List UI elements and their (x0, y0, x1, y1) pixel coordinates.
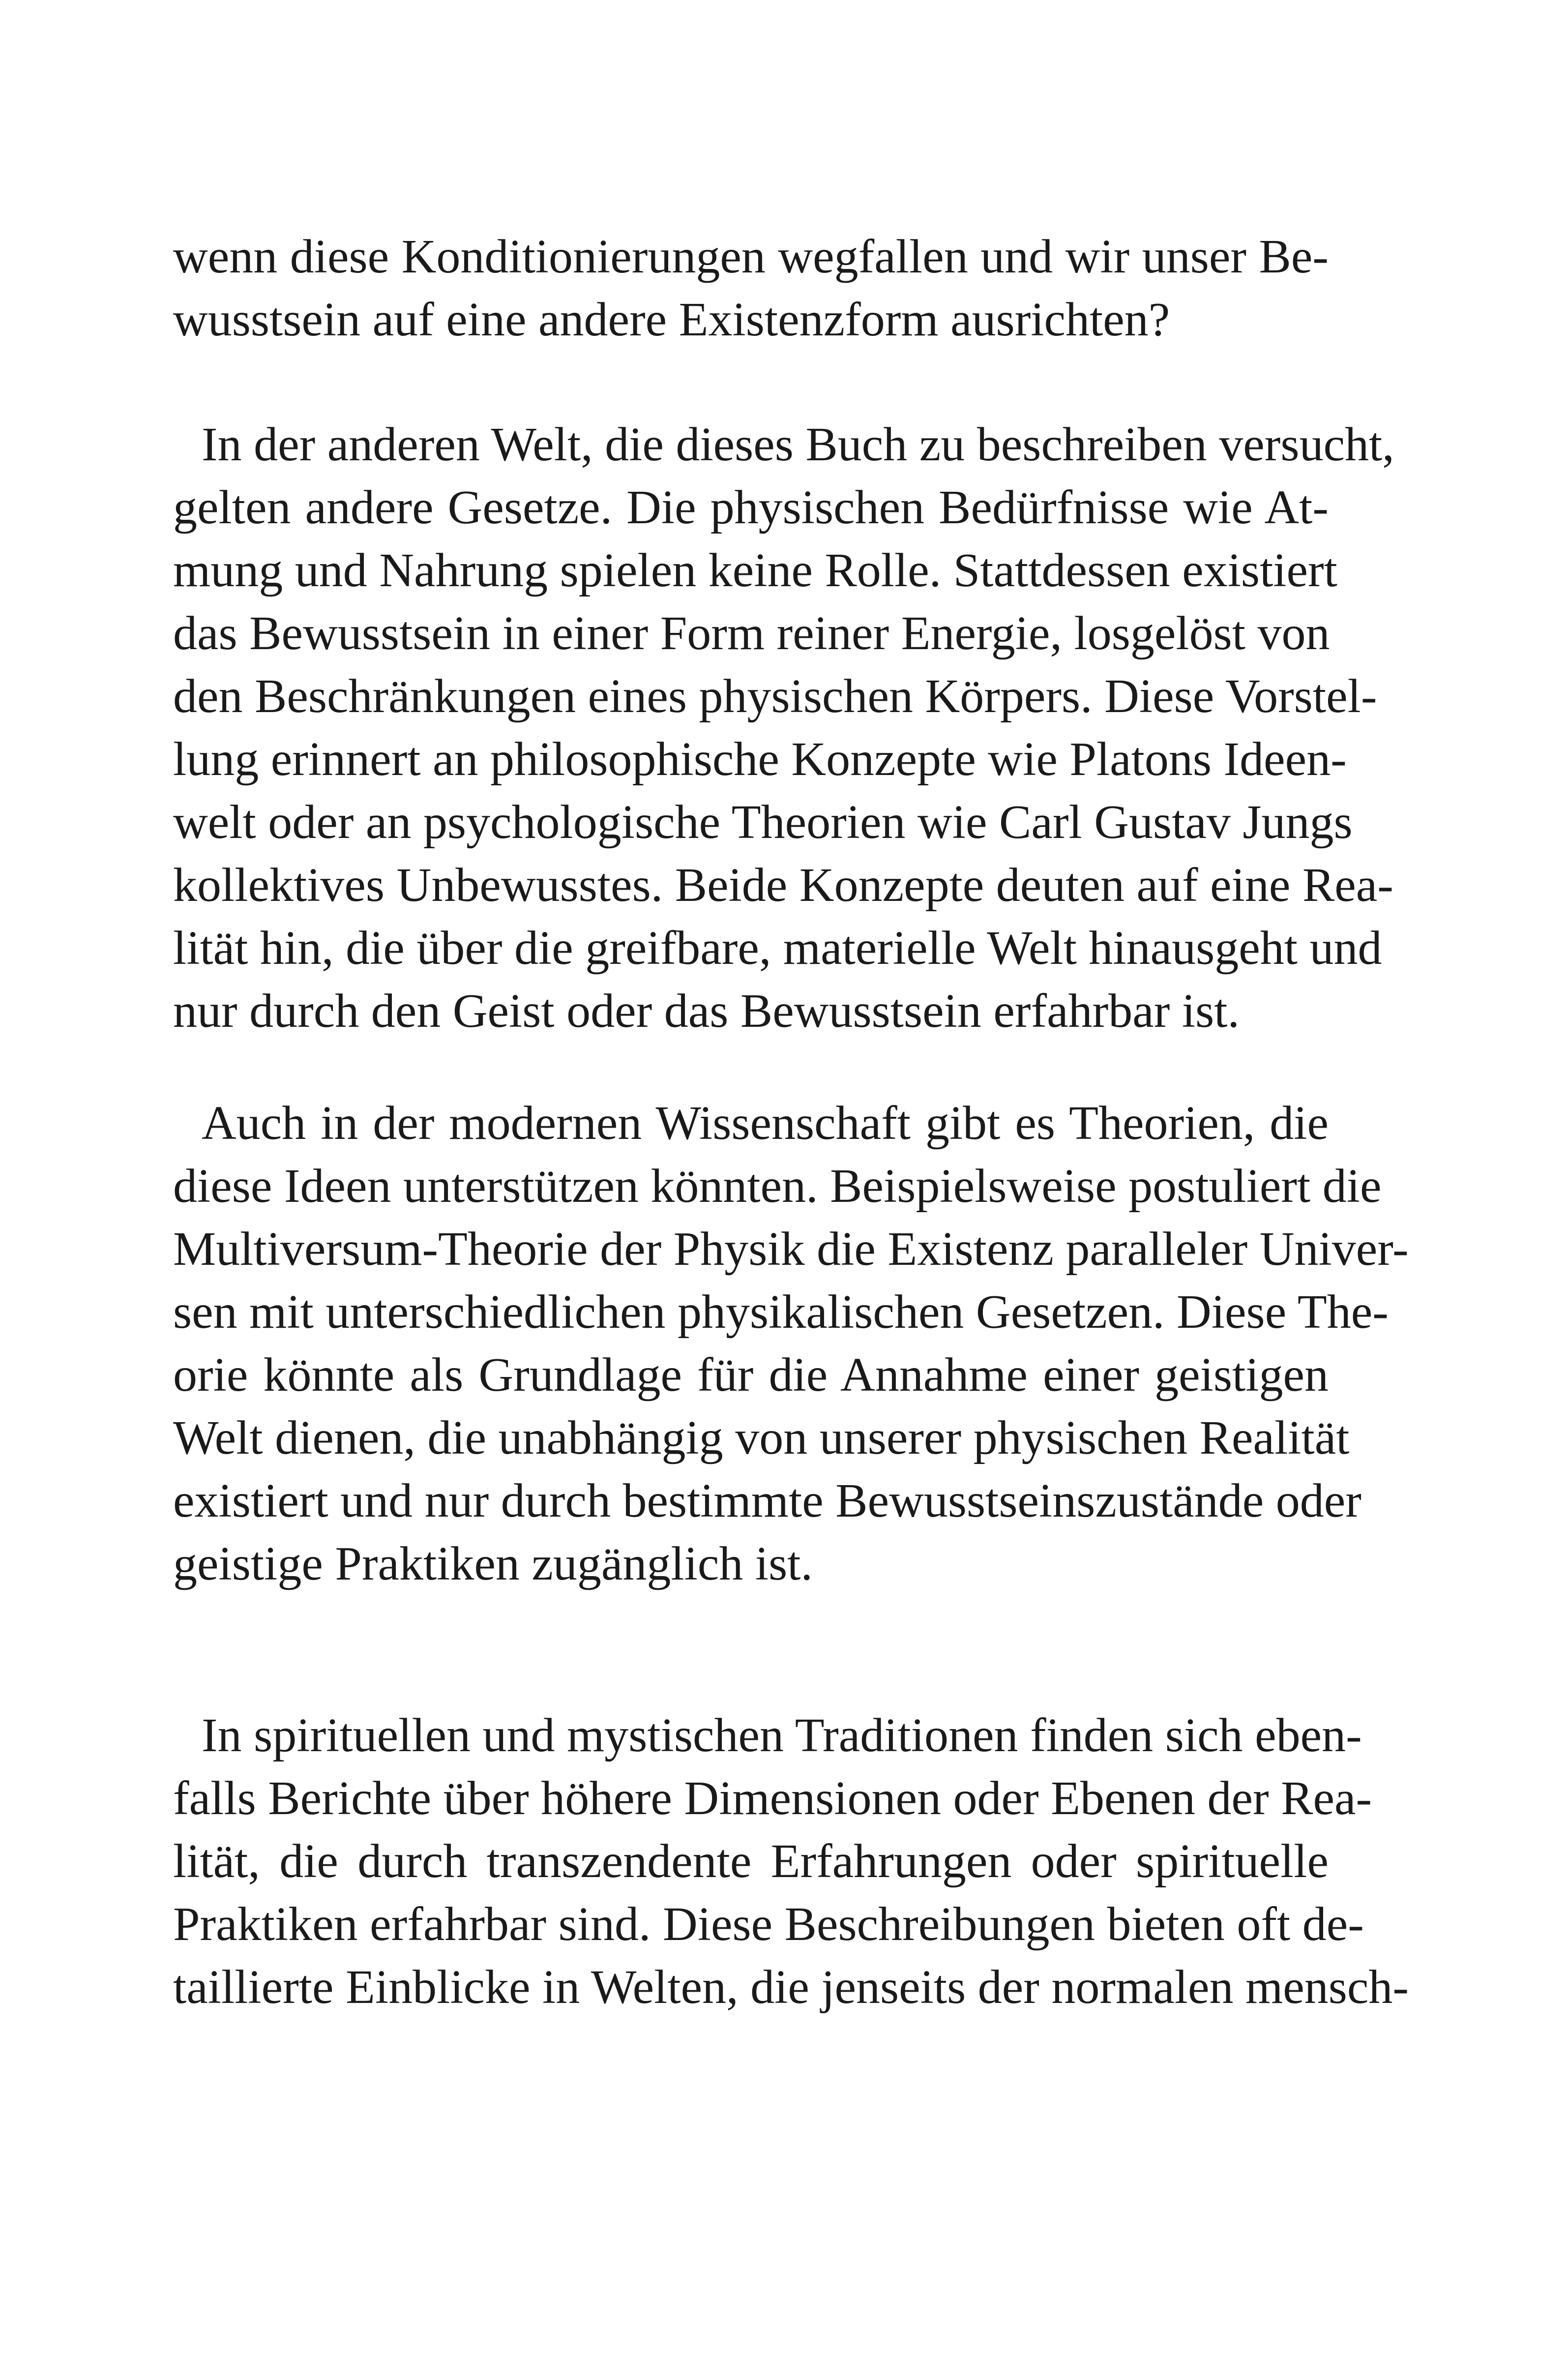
text-line: geistige Praktiken zugänglich ist. (173, 1537, 813, 1590)
text-line: Welt dienen, die unabhängig von unserer physischen Realität (173, 1411, 1350, 1464)
text-line: In spirituellen und mystischen Traditionen finden sich eben- (202, 1709, 1362, 1762)
text-line: das Bewusstsein in einer Form reiner Energie, losgelöst von (173, 607, 1330, 660)
text-line: Auch in der modernen Wissenschaft gibt es Theorien, die (202, 1097, 1329, 1150)
paragraph-modern-science (173, 1092, 1409, 1595)
paragraph-spiritual-traditions (173, 1704, 1409, 2019)
paragraph-other-world (173, 413, 1394, 1043)
text-line: In der anderen Welt, die dieses Buch zu beschreiben versucht, (202, 418, 1394, 471)
text-line: Praktiken erfahrbar sind. Diese Beschreibungen bieten oft de- (173, 1898, 1364, 1951)
text-line: lung erinnert an philosophische Konzepte wie Platons Ideen- (173, 733, 1347, 786)
text-line: wenn diese Konditionierungen wegfallen und wir unser Be- (173, 230, 1329, 283)
text-line: taillierte Einblicke in Welten, die jenseits der normalen mensch- (173, 1961, 1409, 2014)
text-line: mung und Nahrung spielen keine Rolle. Stattdessen existiert (173, 544, 1337, 597)
text-line: existiert und nur durch bestimmte Bewusstseinszustände oder (173, 1474, 1361, 1527)
text-line: den Beschränkungen eines physischen Körpers. Diese Vorstel- (173, 670, 1377, 723)
text-line: wusstsein auf eine andere Existenzform ausrichten? (173, 293, 1170, 346)
text-line: diese Ideen unterstützen könnten. Beispielsweise postuliert die (173, 1160, 1382, 1213)
text-line: falls Berichte über höhere Dimensionen oder Ebenen der Rea- (173, 1772, 1372, 1825)
paragraph-continuation (173, 225, 1329, 351)
text-line: lität hin, die über die greifbare, materielle Welt hinausgeht und (173, 922, 1382, 975)
text-line: kollektives Unbewusstes. Beide Konzepte deuten auf eine Rea- (173, 859, 1393, 912)
text-line: Multiversum-Theorie der Physik die Existenz paralleler Univer- (173, 1223, 1409, 1276)
text-line: nur durch den Geist oder das Bewusstsein erfahrbar ist. (173, 985, 1240, 1038)
text-line: orie könnte als Grundlage für die Annahme einer geistigen (173, 1348, 1329, 1402)
text-line: gelten andere Gesetze. Die physischen Bedürfnisse wie At- (173, 481, 1329, 534)
text-line: welt oder an psychologische Theorien wie Carl Gustav Jungs (173, 796, 1353, 849)
text-line: sen mit unterschiedlichen physikalischen Gesetzen. Diese The- (173, 1285, 1389, 1339)
text-line: lität, die durch transzendente Erfahrungen oder spirituelle (173, 1835, 1329, 1888)
